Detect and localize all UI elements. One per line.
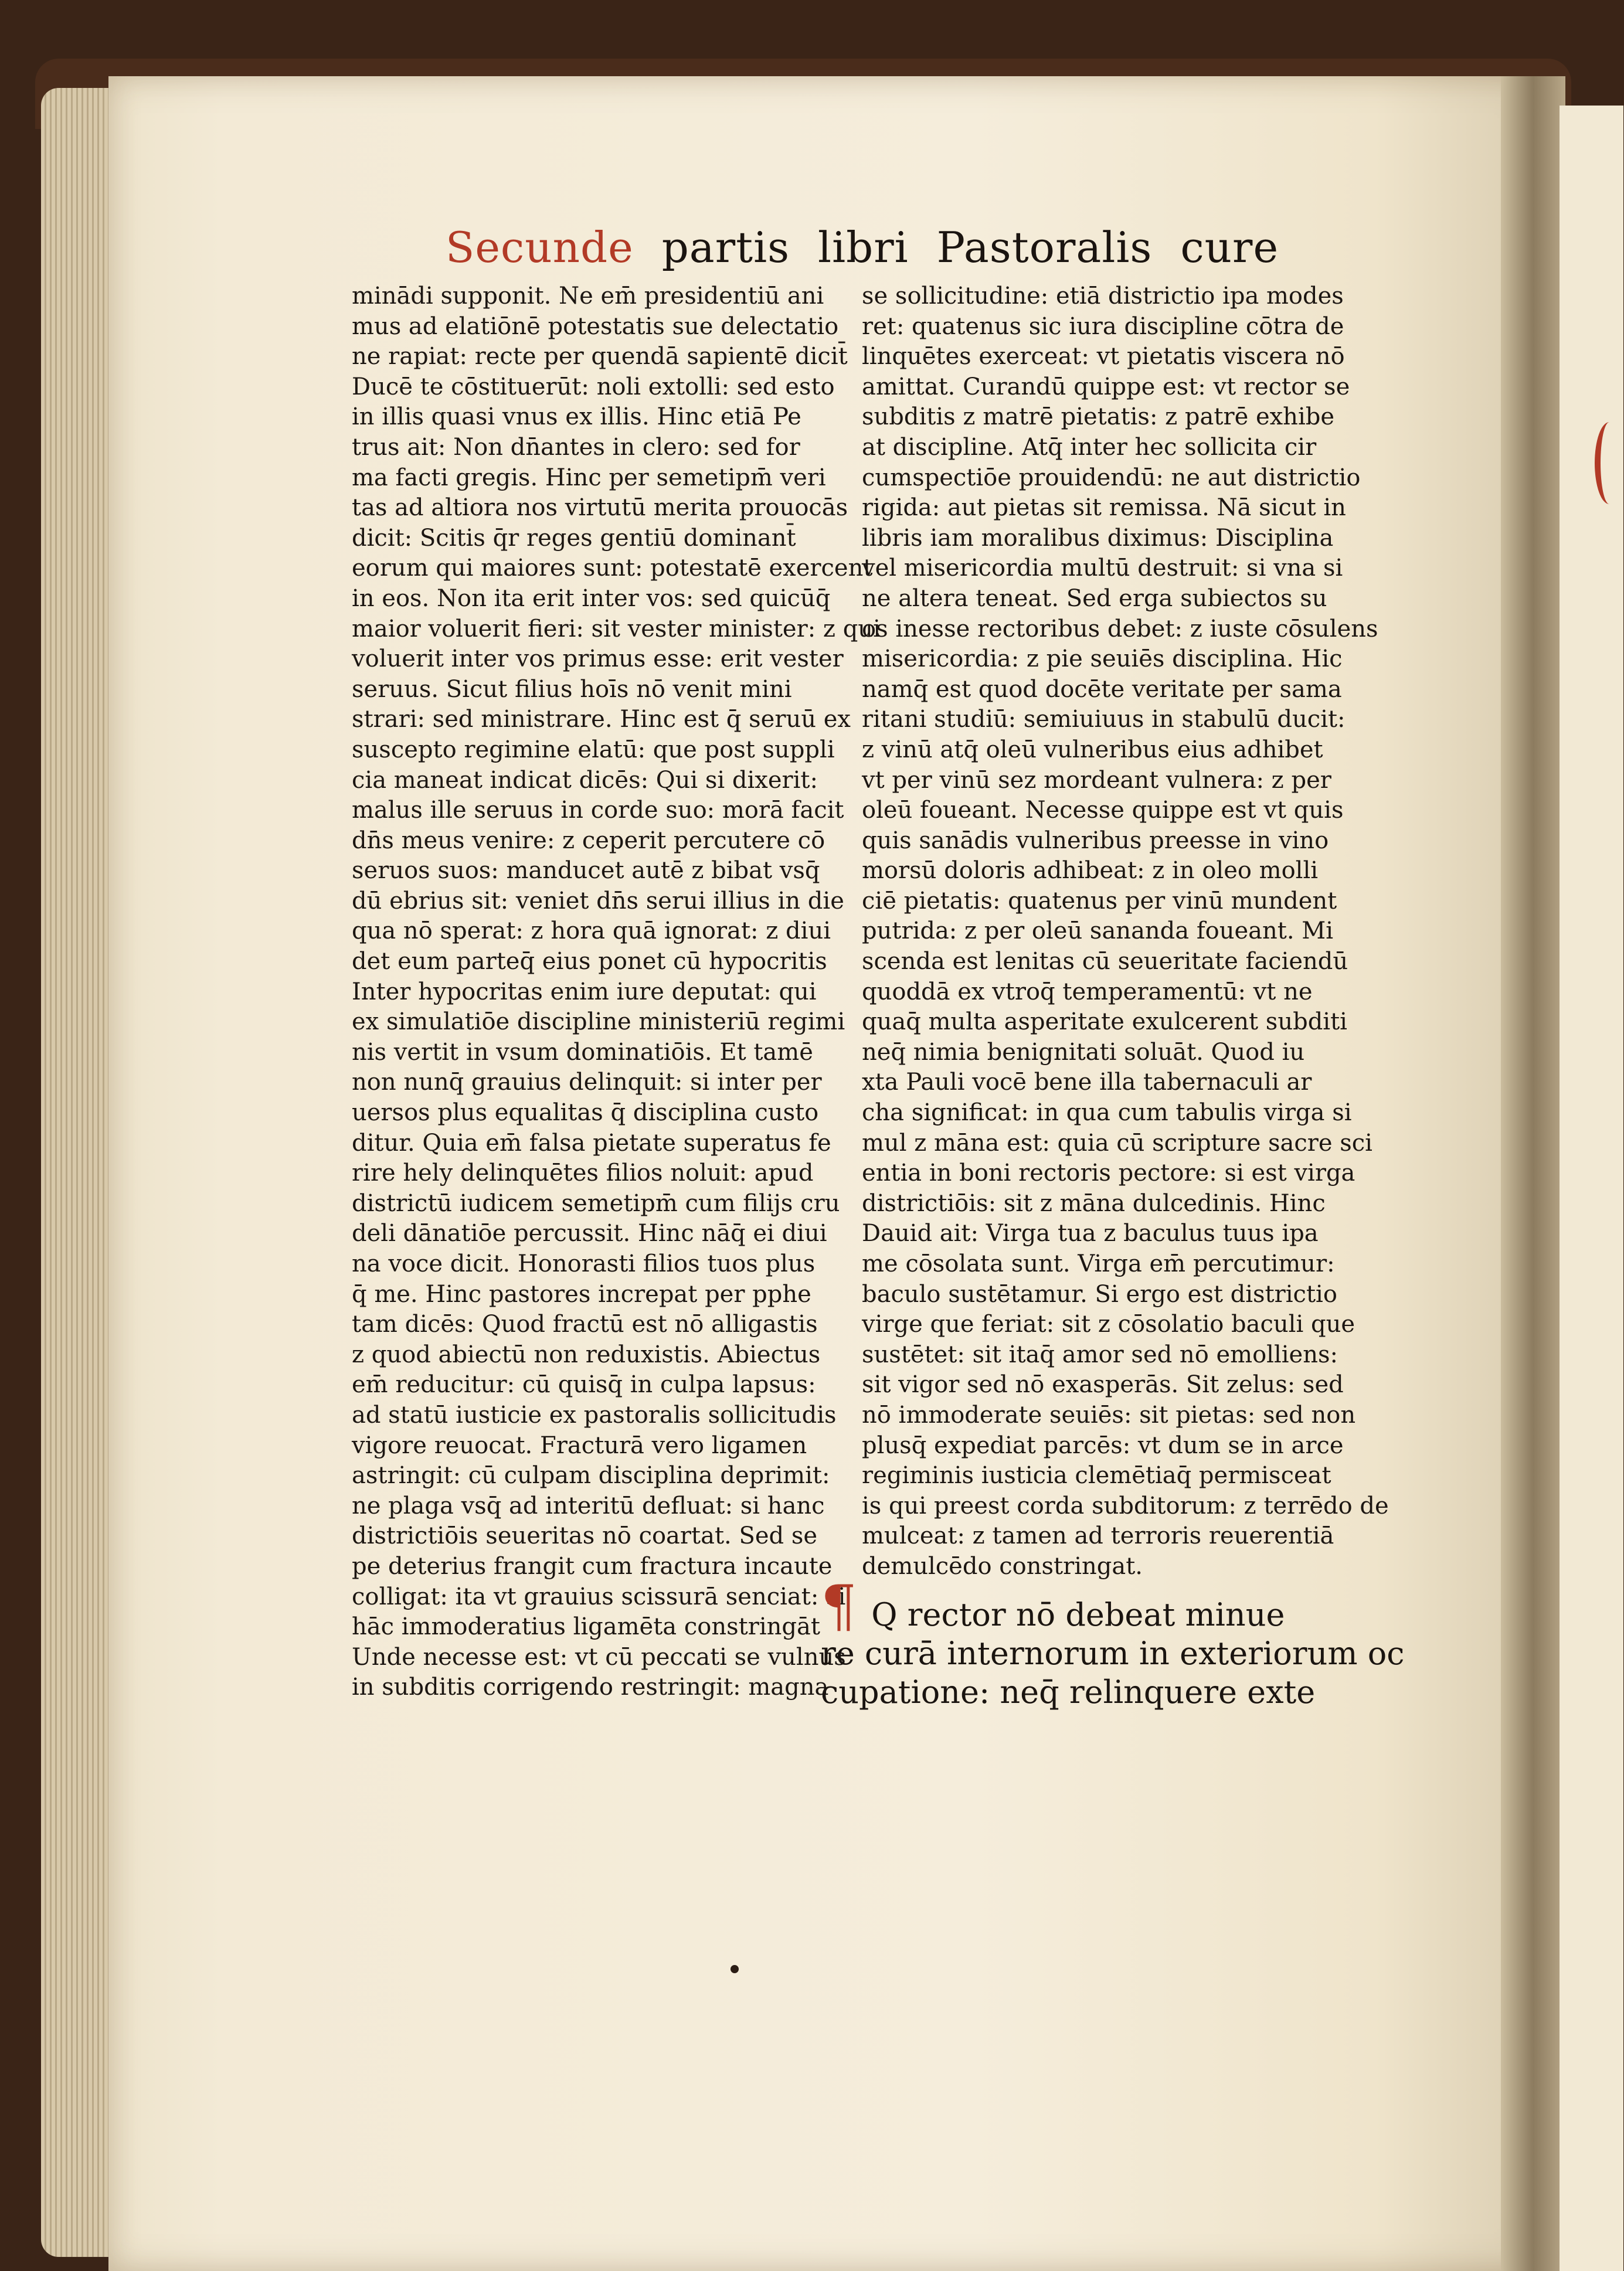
left-column-line: colligat: ita vt grauius scissurā senciat: si [352, 1583, 846, 1610]
left-column-line: dicit: Scitis q̄r reges gentiū dominant̄ [352, 524, 796, 552]
right-column-line: sustētet: sit itaq̄ amor sed nō emolliens: [862, 1341, 1338, 1368]
left-column-line: in illis quasi vnus ex illis. Hinc etiā Pe [352, 403, 801, 431]
right-column-line: baculo sustētamur. Si ergo est districtio [862, 1280, 1337, 1308]
running-head-word-3: libri [818, 223, 909, 272]
left-column-line: dū ebrius sit: veniet dn̄s serui illius in die [352, 887, 844, 914]
right-column-line: Dauid ait: Virga tua z baculus tuus ipa [862, 1220, 1319, 1247]
rubric-initial-fragment [1595, 422, 1624, 504]
left-column-line: tas ad altiora nos virtutū merita prouocās [352, 494, 848, 522]
right-column-line: os inesse rectoribus debet: z iuste cōsulens [862, 615, 1378, 642]
left-column-line: seruos suos: manducet autē z bibat vsq̄ [352, 857, 820, 885]
left-column-line: vigore reuocat. Fracturā vero ligamen [352, 1432, 807, 1459]
right-column-line: z vinū atq̄ oleū vulneribus eius adhibet [862, 736, 1323, 763]
right-column-line: scenda est lenitas cū seueritate faciendū [862, 948, 1348, 975]
left-column-line: strari: sed ministrare. Hinc est q̄ seruū ex [352, 706, 851, 733]
left-column-line: pe deterius frangit cum fractura incaute [352, 1552, 833, 1580]
right-column-line: plusq̄ expediat parcēs: vt dum se in arce [862, 1432, 1344, 1459]
left-column-line: ex simulatiōe discipline ministeriū regimi [352, 1008, 845, 1036]
left-column-line: districtiōis seueritas nō coartat. Sed se [352, 1522, 818, 1550]
chapter-heading [821, 1573, 1405, 1712]
left-column-line: trus ait: Non dn̄antes in clero: sed for [352, 433, 800, 461]
left-column-line: Unde necesse est: vt cū peccati se vulnus [352, 1643, 846, 1671]
right-column-line: quis sanādis vulneribus preesse in vino [862, 827, 1329, 854]
right-column-line: se sollicitudine: etiā districtio ipa modes [862, 283, 1344, 310]
right-column-line: quaq̄ multa asperitate exulcerent subditi [862, 1008, 1347, 1036]
left-column-line: ma facti gregis. Hinc per semetipm̄ veri [352, 464, 826, 491]
book-gutter [1501, 76, 1565, 2271]
left-column-line: eorum qui maiores sunt: potestatē exercent [352, 555, 873, 582]
right-column-line: entia in boni rectoris pectore: si est virga [862, 1160, 1355, 1187]
pilcrow-mark: ¶ [821, 1573, 857, 1639]
running-head-word-4: Pastoralis [936, 223, 1153, 272]
left-column-line: voluerit inter vos primus esse: erit vester [352, 645, 844, 673]
left-column-line: hāc immoderatius ligamēta constringāt [352, 1613, 820, 1641]
right-column-line: nō immoderate seuiēs: sit pietas: sed non [862, 1401, 1356, 1429]
left-column-line: in eos. Non ita erit inter vos: sed quicūq̄ [352, 584, 831, 612]
right-column-line: vt per vinū sez mordeant vulnera: z per [862, 766, 1331, 794]
ink-dot [731, 1965, 739, 1973]
left-text-column [352, 281, 881, 1703]
right-column-line: at discipline. Atq̄ inter hec sollicita cir [862, 433, 1317, 461]
running-head-word-5: cure [1180, 223, 1279, 272]
left-column-line: qua nō sperat: z hora quā ignorat: z diui [352, 917, 831, 945]
right-column-line: ret: quatenus sic iura discipline cōtra de [862, 312, 1344, 340]
left-column-line: in subditis corrigendo restringit: magna [352, 1674, 829, 1701]
right-column-line: virge que feriat: sit z cōsolatio baculi que [862, 1311, 1355, 1338]
left-column-line: Inter hypocritas enim iure deputat: qui [352, 978, 817, 1005]
chapter-heading-line: Q rector nō debeat minue [871, 1596, 1285, 1633]
left-column-line: q̄ me. Hinc pastores increpat per pphe [352, 1280, 811, 1308]
left-column-line: ne rapiat: recte per quendā sapientē dicit̄ [352, 343, 848, 370]
right-column-line: linquētes exerceat: vt pietatis viscera nō [862, 343, 1345, 370]
right-column-line: rigida: aut pietas sit remissa. Nā sicut in [862, 494, 1346, 522]
right-column-line: oleū foueant. Necesse quippe est vt quis [862, 797, 1344, 824]
chapter-heading-line: cupatione: neq̄ relinquere exte [821, 1674, 1316, 1711]
left-column-line: astringit: cū culpam disciplina deprimit: [352, 1462, 830, 1490]
right-column-line: mulceat: z tamen ad terroris reuerentiā [862, 1522, 1334, 1550]
left-column-line: tam dicēs: Quod fractū est nō alligastis [352, 1311, 818, 1338]
right-column-line: morsū doloris adhibeat: z in oleo molli [862, 857, 1319, 885]
right-column-line: vel misericordia multū destruit: si vna si [862, 555, 1343, 582]
left-column-line: uersos plus equalitas q̄ disciplina custo [352, 1099, 819, 1127]
left-column-line: maior voluerit fieri: sit vester minister: z qui [352, 615, 881, 642]
right-column-line: cumspectiōe prouidendū: ne aut districtio [862, 464, 1361, 491]
right-column-line: demulcēdo constringat. [862, 1552, 1143, 1580]
right-column-line: districtiōis: sit z māna dulcedinis. Hinc [862, 1189, 1326, 1217]
right-column-line: me cōsolata sunt. Virga em̄ percutimur: [862, 1250, 1335, 1277]
chapter-heading-line: re curā internorum in exteriorum oc [821, 1635, 1405, 1672]
right-column-line: namq̄ est quod docēte veritate per sama [862, 675, 1342, 703]
right-column-line: ritani studiū: semiuiuus in stabulū ducit: [862, 706, 1346, 733]
left-column-line: ad statū iusticie ex pastoralis sollicitudis [352, 1401, 837, 1429]
running-head-word-2: partis [661, 223, 790, 272]
right-column-line: amittat. Curandū quippe est: vt rector se [862, 373, 1350, 400]
left-column-line: seruus. Sicut filius hoīs nō venit mini [352, 675, 792, 703]
left-column-line: rire hely delinquētes filios noluit: apud [352, 1160, 814, 1187]
right-column-line: misericordia: z pie seuiēs disciplina. Hic [862, 645, 1343, 673]
right-column-line: neq̄ nimia benignitati soluāt. Quod iu [862, 1038, 1305, 1066]
left-column-line: districtū iudicem semetipm̄ cum filijs cru [352, 1189, 840, 1217]
right-column-line: quoddā ex vtroq̄ temperamentū: vt ne [862, 978, 1313, 1005]
left-column-line: z quod abiectū non reduxistis. Abiectus [352, 1341, 821, 1368]
left-column-line: non nunq̄ grauius delinquit: si inter per [352, 1069, 822, 1096]
right-column-line: putrida: z per oleū sananda foueant. Mi [862, 917, 1334, 945]
left-column-line: det eum parteq̄ eius ponet cū hypocritis [352, 948, 827, 975]
right-column-line: is qui preest corda subditorum: z terrēdo de [862, 1492, 1389, 1519]
running-head [446, 223, 1279, 287]
right-column-line: xta Pauli vocē bene illa tabernaculi ar [862, 1069, 1312, 1096]
left-column-line: na voce dicit. Honorasti filios tuos plus [352, 1250, 816, 1277]
left-column-line: Ducē te cōstituerūt: noli extolli: sed esto [352, 373, 835, 400]
right-column-line: subditis z matrē pietatis: z patrē exhibe [862, 403, 1335, 431]
left-column-line: ne plaga vsq̄ ad interitū defluat: si hanc [352, 1492, 825, 1519]
right-column-line: regiminis iusticia clemētiaq̄ permisceat [862, 1462, 1331, 1490]
left-column-line: malus ille seruus in corde suo: morā facit [352, 797, 844, 824]
left-column-line: deli dānatiōe percussit. Hinc nāq̄ ei diui [352, 1220, 827, 1247]
right-column-line: libris iam moralibus diximus: Disciplina [862, 524, 1334, 552]
right-column-line: ciē pietatis: quatenus per vinū mundent [862, 887, 1337, 914]
left-column-line: minādi supponit. Ne em̄ presidentiū ani [352, 283, 824, 310]
running-head-word-1: Secunde [446, 223, 634, 272]
right-text-column [862, 281, 1389, 1582]
left-column-line: suscepto regimine elatū: que post suppli [352, 736, 835, 763]
left-column-line: cia maneat indicat dicēs: Qui si dixerit: [352, 766, 818, 794]
left-column-line: em̄ reducitur: cū quisq̄ in culpa lapsus: [352, 1371, 816, 1399]
left-column-line: nis vertit in vsum dominatiōis. Et tamē [352, 1038, 813, 1066]
right-column-line: ne altera teneat. Sed erga subiectos su [862, 584, 1327, 612]
left-column-line: ditur. Quia em̄ falsa pietate superatus fe [352, 1129, 831, 1157]
right-column-line: mul z māna est: quia cū scripture sacre sci [862, 1129, 1372, 1157]
left-column-line: mus ad elatiōnē potestatis sue delectatio [352, 312, 839, 340]
left-column-line: dn̄s meus venire: z ceperit percutere cō [352, 827, 825, 854]
right-column-line: cha significat: in qua cum tabulis virga si [862, 1099, 1352, 1127]
right-column-line: sit vigor sed nō exasperās. Sit zelus: sed [862, 1371, 1344, 1399]
